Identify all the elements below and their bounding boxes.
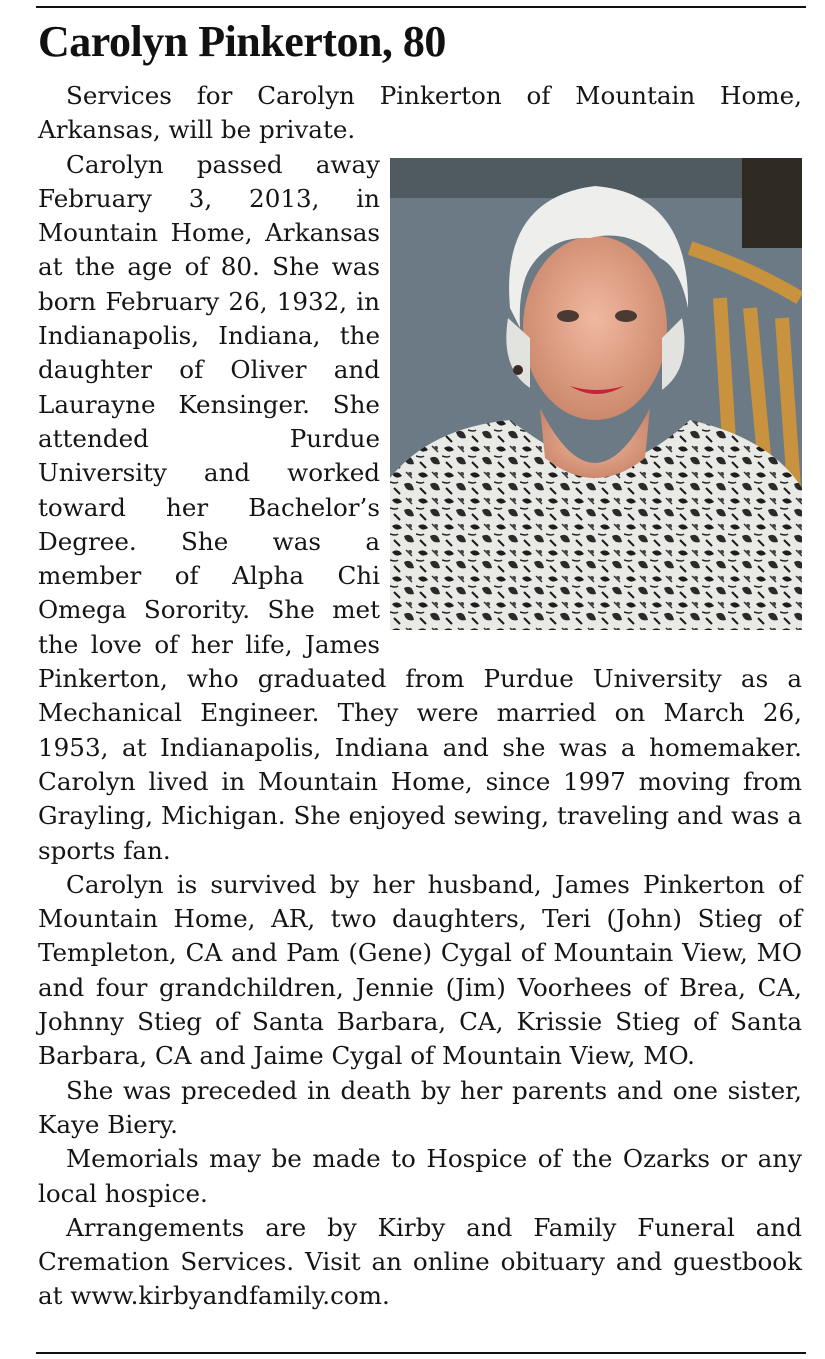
paragraph-biography [38,148,802,868]
paragraph-arrangements: Arrangements are by Kirby and Family Funeral and Cremation Services. Visit an online obituary and guestbook at www.kirbyandfamily.com. [38,1212,802,1311]
obituary-title: Carolyn Pinkerton, 80 [38,17,446,66]
paragraph-services: Services for Carolyn Pinkerton of Mountain Home, Arkansas, will be private. [38,81,802,145]
obituary-body [38,79,802,1314]
top-rule [36,6,806,8]
paragraph-survivors: Carolyn is survived by her husband, James Pinkerton of Mountain Home, AR, two daughters, Teri (John) Stieg of Templeton, CA and Pam (Gene) Cygal of Mountain View, MO and four grandchildren, Jennie (Jim) Voorhees of Brea, CA, Johnny Stieg of Santa Barbara, CA, Krissie Stieg of Santa Barbara, CA and Jaime Cygal of Mountain View, MO. [38,869,802,1071]
portrait-photo [390,158,802,630]
portrait-illustration [390,158,802,630]
paragraph-memorials: Memorials may be made to Hospice of the Ozarks or any local hospice. [38,1144,802,1208]
biography-text: Carolyn passed away February 3, 2013, in Mountain Home, Arkansas at the age of 80. She was born February 26, 1932, in Indianapolis, Indiana, the daughter of Oliver and Laurayne Kensinger. She attended Purdue University and worked toward her Bachelor’s Degree. She was a member of Alpha Chi Omega Sorority. She met the love of her life, James Pinkerton, who graduated from Purdue University as a Mechanical Engineer. They were married on March 26, 1953, at Indianapolis, Indiana and she was a homemaker. Carolyn lived in Mountain Home, since 1997 moving from Grayling, Michigan. She enjoyed sewing, traveling and was a sports fan. [38,149,802,865]
bottom-rule [36,1352,806,1354]
paragraph-preceded: She was preceded in death by her parents and one sister, Kaye Biery. [38,1075,802,1139]
